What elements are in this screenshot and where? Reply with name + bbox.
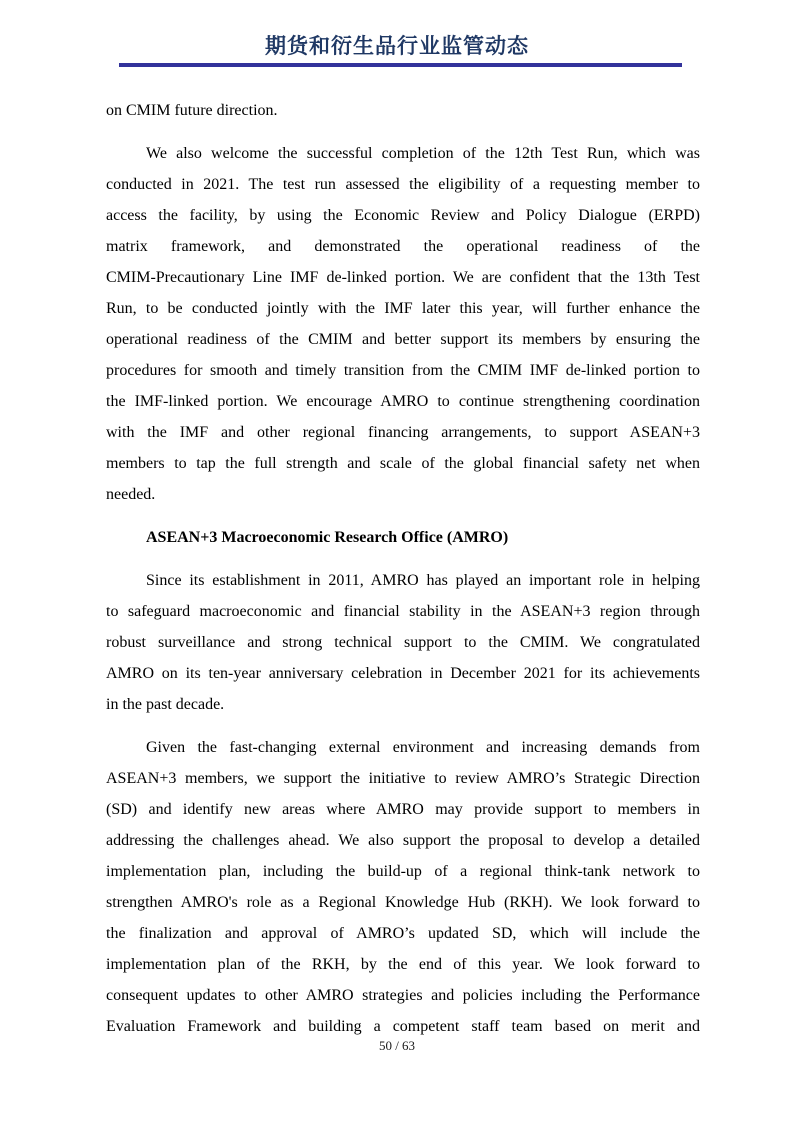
text-line: Given the fast-changing external environment and increasing demands from — [146, 739, 700, 756]
text-line: AMRO on its ten-year anniversary celebration in December 2021 for its achievements — [106, 665, 700, 682]
paragraph — [106, 732, 700, 1042]
header-title: 期货和衍生品行业监管动态 — [265, 35, 529, 58]
text-line: robust surveillance and strong technical support to the CMIM. We congratulated — [106, 634, 700, 651]
document-body — [106, 95, 700, 1054]
text-line: ASEAN+3 members, we support the initiative to review AMRO’s Strategic Direction — [106, 770, 700, 787]
text-line: implementation plan of the RKH, by the end of this year. We look forward to — [106, 956, 700, 973]
text-line: to safeguard macroeconomic and financial stability in the ASEAN+3 region through — [106, 603, 700, 620]
text-line: Since its establishment in 2011, AMRO has played an important role in helping — [146, 572, 700, 589]
text-line: ASEAN+3 Macroeconomic Research Office (AMRO) — [146, 529, 509, 546]
text-line: addressing the challenges ahead. We also support the proposal to develop a detailed — [106, 832, 700, 849]
page-number: 50 / 63 — [378, 1038, 416, 1053]
text-line: We also welcome the successful completion of the 12th Test Run, which was — [146, 145, 700, 162]
text-line: needed. — [106, 486, 156, 503]
paragraph — [106, 565, 700, 720]
text-line: Run, to be conducted jointly with the IMF later this year, will further enhance the — [106, 300, 700, 317]
text-line: (SD) and identify new areas where AMRO may provide support to members in — [106, 801, 700, 818]
paragraph — [106, 138, 700, 510]
text-line: procedures for smooth and timely transition from the CMIM IMF de-linked portion to — [106, 362, 700, 379]
text-line: conducted in 2021. The test run assessed the eligibility of a requesting member to — [106, 176, 700, 193]
text-line: in the past decade. — [106, 696, 225, 713]
text-line: CMIM-Precautionary Line IMF de-linked portion. We are confident that the 13th Test — [106, 269, 700, 286]
header-rule — [119, 63, 682, 67]
section-heading — [106, 522, 700, 553]
text-line: access the facility, by using the Economic Review and Policy Dialogue (ERPD) — [106, 207, 700, 224]
text-line: Evaluation Framework and building a competent staff team based on merit and — [106, 1018, 700, 1035]
page-footer — [0, 1037, 794, 1055]
text-line: with the IMF and other regional financing arrangements, to support ASEAN+3 — [106, 424, 700, 441]
text-line: the finalization and approval of AMRO’s updated SD, which will include the — [106, 925, 700, 942]
paragraph — [106, 95, 700, 126]
text-line: matrix framework, and demonstrated the operational readiness of the — [106, 238, 700, 255]
text-line: implementation plan, including the build-up of a regional think-tank network to — [106, 863, 700, 880]
text-line: operational readiness of the CMIM and better support its members by ensuring the — [106, 331, 700, 348]
text-line: strengthen AMRO's role as a Regional Knowledge Hub (RKH). We look forward to — [106, 894, 700, 911]
text-line: on CMIM future direction. — [106, 102, 278, 119]
text-line: the IMF-linked portion. We encourage AMRO to continue strengthening coordination — [106, 393, 700, 410]
page-header — [0, 34, 794, 60]
text-line: consequent updates to other AMRO strategies and policies including the Performance — [106, 987, 700, 1004]
text-line: members to tap the full strength and scale of the global financial safety net when — [106, 455, 700, 472]
